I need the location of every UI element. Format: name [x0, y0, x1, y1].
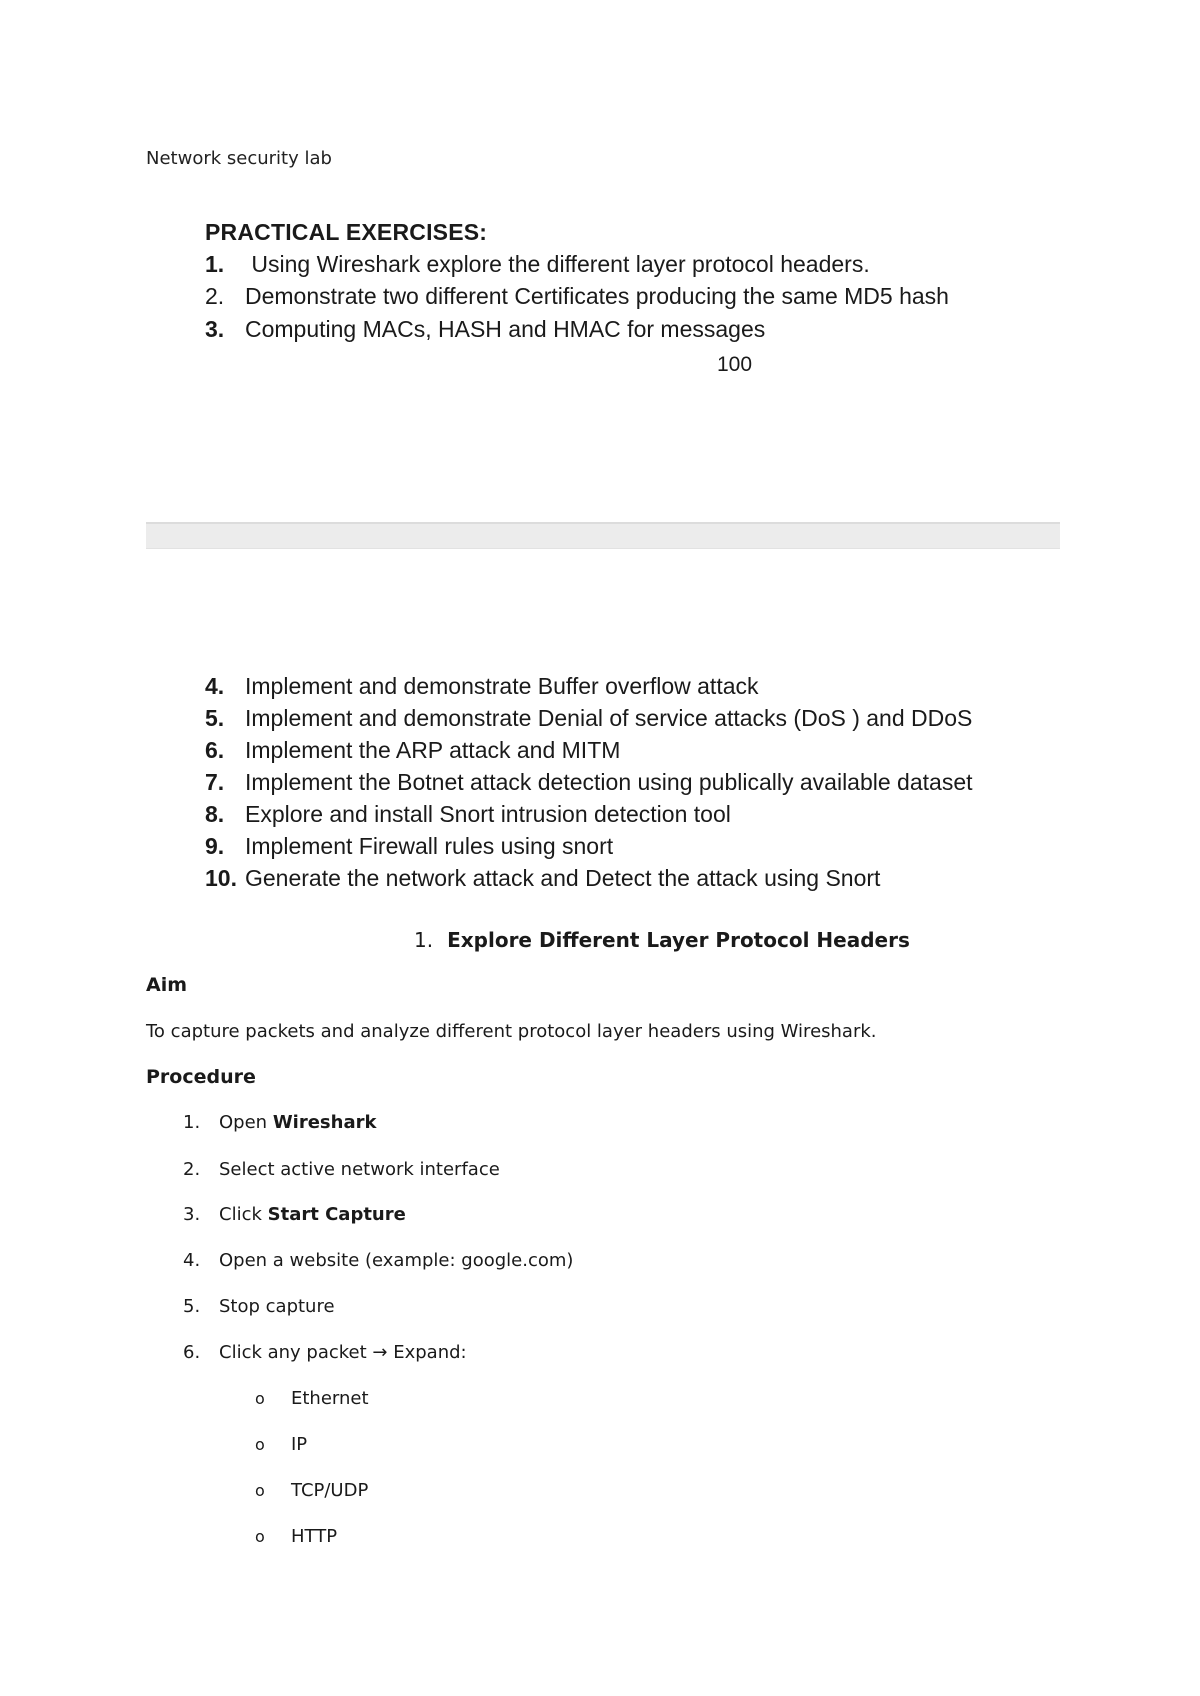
step-bold-text: Wireshark	[272, 1112, 377, 1133]
exercise-item	[205, 833, 613, 860]
exercise-item	[205, 705, 972, 732]
exercise-item	[205, 316, 765, 343]
exercise-text: Using Wireshark explore the different layer protocol headers.	[245, 251, 870, 277]
sub-item-text: HTTP	[291, 1526, 338, 1547]
sub-list-item	[255, 1526, 337, 1547]
procedure-step	[183, 1204, 406, 1225]
exercise-item	[205, 801, 731, 828]
step-number: 2.	[183, 1159, 201, 1180]
exercise-text: Implement the Botnet attack detection using publically available dataset	[245, 769, 973, 795]
exercise-number: 9.	[205, 833, 225, 859]
step-text: Click any packet → Expand:	[219, 1342, 467, 1363]
bullet-marker: o	[255, 1481, 265, 1500]
section-number: 1.	[414, 928, 434, 952]
exercise-number: 8.	[205, 801, 225, 827]
exercise-text: Explore and install Snort intrusion detection tool	[245, 801, 731, 827]
sub-item-text: IP	[291, 1434, 308, 1455]
sub-list-item	[255, 1480, 368, 1501]
aim-label: Aim	[146, 974, 188, 996]
exercise-number: 1.	[205, 251, 225, 277]
document-header: Network security lab	[146, 148, 332, 169]
section-title: Explore Different Layer Protocol Headers	[447, 928, 910, 952]
page-number: 100	[717, 353, 753, 376]
exercise-item	[205, 769, 973, 796]
step-number: 6.	[183, 1342, 201, 1363]
bullet-marker: o	[255, 1389, 265, 1408]
exercise-text: Computing MACs, HASH and HMAC for messages	[245, 316, 766, 342]
exercise-text: Implement and demonstrate Denial of service attacks (DoS ) and DDoS	[245, 705, 973, 731]
sub-list-item	[255, 1434, 307, 1455]
exercise-item	[205, 673, 759, 700]
aim-text: To capture packets and analyze different protocol layer headers using Wireshark.	[146, 1021, 877, 1042]
sub-list-item	[255, 1388, 369, 1409]
procedure-label: Procedure	[146, 1066, 256, 1088]
exercise-number: 2.	[205, 283, 225, 309]
page-divider	[146, 522, 1060, 549]
procedure-step	[183, 1250, 573, 1271]
step-text: Click	[219, 1204, 268, 1225]
step-number: 3.	[183, 1204, 201, 1225]
bullet-marker: o	[255, 1435, 265, 1454]
exercise-text: Implement the ARP attack and MITM	[245, 737, 621, 763]
exercise-item	[205, 251, 870, 278]
step-text: Stop capture	[219, 1296, 335, 1317]
procedure-step	[183, 1112, 376, 1133]
exercise-number: 10.	[205, 865, 237, 891]
step-bold-text: Start Capture	[267, 1204, 406, 1225]
exercise-number: 6.	[205, 737, 225, 763]
step-text: Select active network interface	[219, 1159, 500, 1180]
procedure-step	[183, 1159, 500, 1180]
bullet-marker: o	[255, 1527, 265, 1546]
sub-item-text: TCP/UDP	[291, 1480, 369, 1501]
step-text: Open	[219, 1112, 273, 1133]
procedure-step	[183, 1296, 335, 1317]
exercise-text: Implement Firewall rules using snort	[245, 833, 614, 859]
procedure-step	[183, 1342, 467, 1363]
section-heading	[414, 928, 910, 952]
exercise-item	[205, 283, 949, 310]
exercise-number: 4.	[205, 673, 225, 699]
exercise-number: 3.	[205, 316, 225, 342]
step-number: 4.	[183, 1250, 201, 1271]
sub-item-text: Ethernet	[291, 1388, 369, 1409]
exercise-text: Generate the network attack and Detect the attack using Snort	[245, 865, 881, 891]
step-text: Open a website (example: google.com)	[219, 1250, 574, 1271]
exercise-text: Implement and demonstrate Buffer overflow attack	[245, 673, 759, 699]
exercise-text: Demonstrate two different Certificates producing the same MD5 hash	[245, 283, 949, 309]
exercise-number: 5.	[205, 705, 225, 731]
exercise-number: 7.	[205, 769, 225, 795]
step-number: 1.	[183, 1112, 201, 1133]
step-number: 5.	[183, 1296, 201, 1317]
exercise-item	[205, 737, 620, 764]
exercises-title: PRACTICAL EXERCISES:	[205, 219, 488, 245]
exercise-item	[205, 865, 880, 892]
